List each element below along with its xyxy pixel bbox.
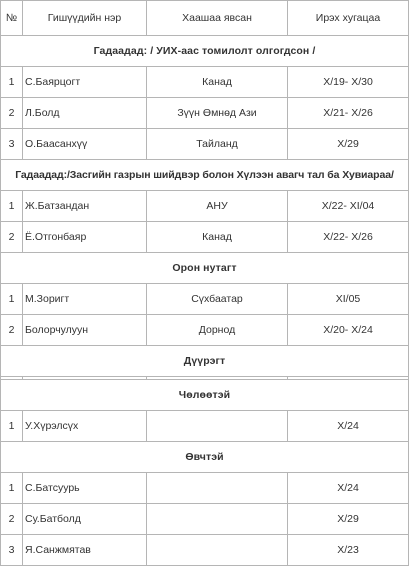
section-title: Гадаадад: / УИХ-аас томилолт олгогдсон / <box>1 36 409 67</box>
member-return-date: X/20- X/24 <box>288 315 409 346</box>
table-row <box>1 67 409 98</box>
member-location: Тайланд <box>147 129 288 160</box>
table-row <box>1 98 409 129</box>
table-row <box>1 473 409 504</box>
member-name: С.Баярцогт <box>23 67 147 98</box>
member-number: 1 <box>1 411 23 442</box>
member-return-date: X/24 <box>288 411 409 442</box>
table-row <box>1 222 409 253</box>
member-return-date: X/19- X/30 <box>288 67 409 98</box>
member-name: Я.Санжмятав <box>23 535 147 566</box>
header-member-name: Гишүүдийн нэр <box>23 1 147 36</box>
section-row <box>1 160 409 191</box>
member-location: Канад <box>147 67 288 98</box>
member-location: АНУ <box>147 191 288 222</box>
member-location <box>147 473 288 504</box>
header-location: Хаашаа явсан <box>147 1 288 36</box>
section-row <box>1 442 409 473</box>
member-return-date: X/23 <box>288 535 409 566</box>
member-number: 3 <box>1 129 23 160</box>
member-name: О.Баасанхүү <box>23 129 147 160</box>
member-location: Сүхбаатар <box>147 284 288 315</box>
member-number: 2 <box>1 504 23 535</box>
table-body <box>1 1 409 566</box>
section-row <box>1 36 409 67</box>
table-row <box>1 129 409 160</box>
table-row <box>1 504 409 535</box>
member-name: Болорчулуун <box>23 315 147 346</box>
member-number: 2 <box>1 98 23 129</box>
member-name: Л.Болд <box>23 98 147 129</box>
member-number: 1 <box>1 191 23 222</box>
section-row <box>1 346 409 377</box>
header-return-date: Ирэх хугацаа <box>288 1 409 36</box>
header-num: № <box>1 1 23 36</box>
member-number: 2 <box>1 315 23 346</box>
member-return-date: X/24 <box>288 473 409 504</box>
member-location: Канад <box>147 222 288 253</box>
member-location: Зүүн Өмнөд Ази <box>147 98 288 129</box>
member-location <box>147 504 288 535</box>
member-return-date: XI/05 <box>288 284 409 315</box>
section-title: Өвчтэй <box>1 442 409 473</box>
member-return-date: X/22- X/26 <box>288 222 409 253</box>
table-row <box>1 411 409 442</box>
member-number: 2 <box>1 222 23 253</box>
table-row <box>1 535 409 566</box>
member-name: С.Батсуурь <box>23 473 147 504</box>
member-number: 1 <box>1 284 23 315</box>
member-number: 3 <box>1 535 23 566</box>
table-row <box>1 284 409 315</box>
section-title: Чөлөөтэй <box>1 380 409 411</box>
section-title: Орон нутагт <box>1 253 409 284</box>
member-name: Ё.Отгонбаяр <box>23 222 147 253</box>
member-return-date: X/29 <box>288 504 409 535</box>
member-name: М.Зоригт <box>23 284 147 315</box>
member-return-date: X/21- X/26 <box>288 98 409 129</box>
section-row <box>1 380 409 411</box>
member-location <box>147 535 288 566</box>
member-return-date: X/22- XI/04 <box>288 191 409 222</box>
section-row <box>1 253 409 284</box>
member-location: Дорнод <box>147 315 288 346</box>
member-location <box>147 411 288 442</box>
table-row <box>1 191 409 222</box>
section-title: Гадаадад:/Засгийн газрын шийдвэр болон Хүлээн авагч тал ба Хувиараа/ <box>1 160 409 191</box>
member-number: 1 <box>1 67 23 98</box>
member-return-date: X/29 <box>288 129 409 160</box>
member-name: Ж.Батзандан <box>23 191 147 222</box>
member-number: 1 <box>1 473 23 504</box>
table-row <box>1 315 409 346</box>
header-row <box>1 1 409 36</box>
section-title: Дүүрэгт <box>1 346 409 377</box>
member-name: У.Хүрэлсүх <box>23 411 147 442</box>
member-name: Су.Батболд <box>23 504 147 535</box>
